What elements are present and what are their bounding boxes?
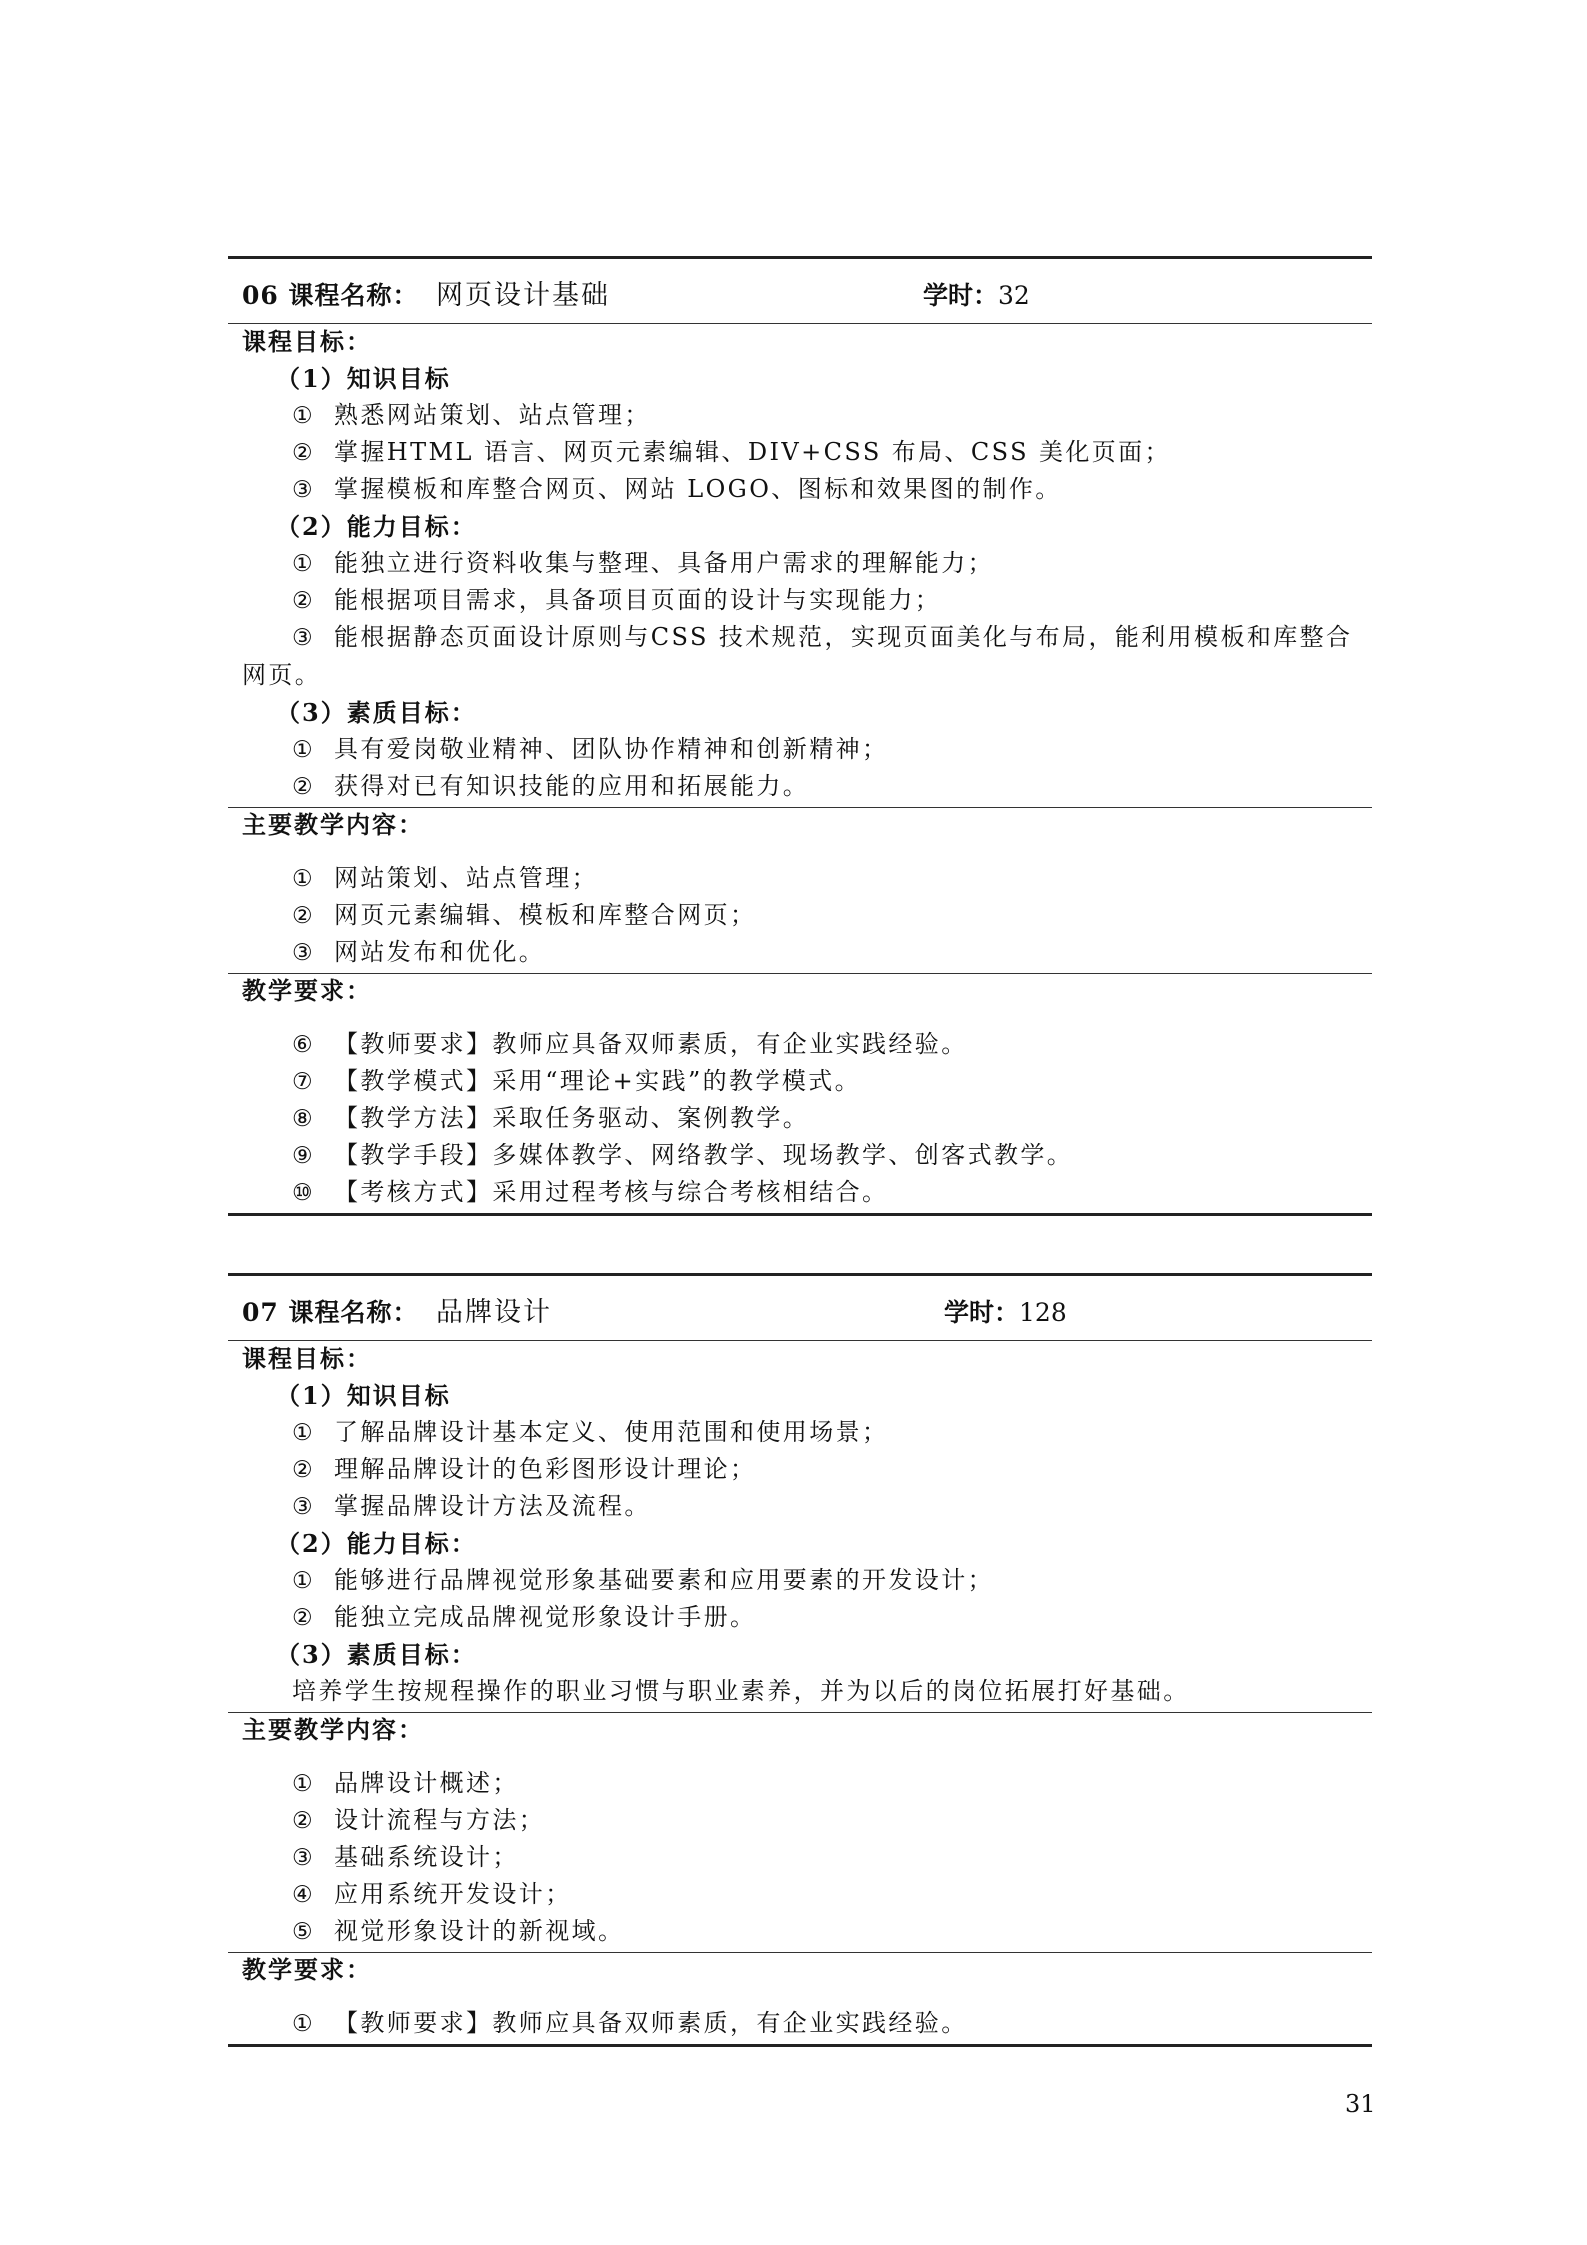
item-marker: ⑤ bbox=[292, 1919, 316, 1945]
list-item bbox=[228, 545, 1372, 582]
teaching-content-section bbox=[228, 1713, 1372, 1953]
item-text: 【教学方法】采取任务驱动、案例教学。 bbox=[334, 1104, 810, 1132]
item-marker: ⑥ bbox=[292, 1032, 316, 1058]
quality-goals-title: （3）素质目标： bbox=[276, 698, 477, 727]
list-item bbox=[228, 397, 1372, 434]
knowledge-goals-title: （1）知识目标 bbox=[276, 1381, 451, 1410]
list-item bbox=[228, 619, 1372, 694]
course-name: 品牌设计 bbox=[436, 1297, 552, 1328]
list-item bbox=[228, 1100, 1372, 1137]
list-item bbox=[228, 1174, 1372, 1211]
quality-goals-title: （3）素质目标： bbox=[276, 1640, 477, 1669]
item-text: 能根据静态页面设计原则与CSS 技术规范，实现页面美化与布局，能利用模板和库整合网页。 bbox=[242, 623, 1353, 689]
list-item bbox=[228, 934, 1372, 971]
item-text: 基础系统设计； bbox=[334, 1843, 519, 1871]
item-text: 能够进行品牌视觉形象基础要素和应用要素的开发设计； bbox=[334, 1566, 994, 1594]
quality-goal-text: 培养学生按规程操作的职业习惯与职业素养，并为以后的岗位拓展打好基础。 bbox=[292, 1677, 1190, 1705]
section-title: 课程目标： bbox=[242, 327, 372, 356]
item-text: 了解品牌设计基本定义、使用范围和使用场景； bbox=[334, 1418, 889, 1446]
item-text: 【教师要求】教师应具备双师素质，有企业实践经验。 bbox=[334, 2009, 968, 2037]
item-marker: ② bbox=[292, 440, 316, 466]
item-marker: ① bbox=[292, 551, 316, 577]
item-marker: ① bbox=[292, 866, 316, 892]
course-label: 07 课程名称： bbox=[242, 1298, 419, 1327]
item-marker: ① bbox=[292, 1771, 316, 1797]
item-text: 应用系统开发设计； bbox=[334, 1880, 572, 1908]
list-item bbox=[228, 1137, 1372, 1174]
teaching-requirements-section bbox=[228, 974, 1372, 1216]
course-header bbox=[228, 256, 1372, 324]
item-text: 掌握品牌设计方法及流程。 bbox=[334, 1492, 651, 1520]
item-marker: ③ bbox=[292, 940, 316, 966]
item-marker: ⑨ bbox=[292, 1143, 316, 1169]
item-text: 理解品牌设计的色彩图形设计理论； bbox=[334, 1455, 757, 1483]
hours-value: 128 bbox=[1019, 1298, 1067, 1327]
course-name: 网页设计基础 bbox=[436, 280, 610, 311]
item-text: 网站发布和优化。 bbox=[334, 938, 546, 966]
item-text: 能根据项目需求，具备项目页面的设计与实现能力； bbox=[334, 586, 942, 614]
list-item bbox=[228, 2005, 1372, 2042]
item-marker: ③ bbox=[292, 477, 316, 503]
hours-label: 学时： bbox=[923, 281, 999, 310]
course-goals-section bbox=[228, 1341, 1372, 1713]
course-header bbox=[228, 1273, 1372, 1341]
section-title: 主要教学内容： bbox=[242, 810, 424, 839]
item-marker: ① bbox=[292, 403, 316, 429]
item-marker: ④ bbox=[292, 1882, 316, 1908]
list-item bbox=[228, 1026, 1372, 1063]
section-title: 教学要求： bbox=[242, 1955, 372, 1984]
item-marker: ③ bbox=[292, 625, 316, 651]
item-marker: ① bbox=[292, 2011, 316, 2037]
list-item bbox=[228, 897, 1372, 934]
item-marker: ② bbox=[292, 1808, 316, 1834]
list-item bbox=[228, 860, 1372, 897]
item-marker: ② bbox=[292, 588, 316, 614]
list-item bbox=[228, 1414, 1372, 1451]
item-text: 网站策划、站点管理； bbox=[334, 864, 598, 892]
list-item bbox=[228, 1488, 1372, 1525]
knowledge-goals-title: （1）知识目标 bbox=[276, 364, 451, 393]
section-title: 教学要求： bbox=[242, 976, 372, 1005]
item-marker: ② bbox=[292, 1457, 316, 1483]
item-marker: ⑧ bbox=[292, 1106, 316, 1132]
course-block-06 bbox=[228, 256, 1372, 1216]
list-item bbox=[228, 434, 1372, 471]
item-text: 具有爱岗敬业精神、团队协作精神和创新精神； bbox=[334, 735, 889, 763]
teaching-requirements-section bbox=[228, 1953, 1372, 2047]
list-item bbox=[228, 1599, 1372, 1636]
hours-value: 32 bbox=[998, 281, 1030, 310]
list-item bbox=[228, 1913, 1372, 1950]
ability-goals-title: （2）能力目标： bbox=[276, 512, 477, 541]
item-text: 视觉形象设计的新视域。 bbox=[334, 1917, 625, 1945]
item-text: 品牌设计概述； bbox=[334, 1769, 519, 1797]
item-text: 【考核方式】采用过程考核与综合考核相结合。 bbox=[334, 1178, 889, 1206]
item-text: 网页元素编辑、模板和库整合网页； bbox=[334, 901, 757, 929]
list-item bbox=[228, 731, 1372, 768]
teaching-content-section bbox=[228, 808, 1372, 974]
item-marker: ① bbox=[292, 1568, 316, 1594]
item-marker: ⑦ bbox=[292, 1069, 316, 1095]
item-marker: ② bbox=[292, 774, 316, 800]
page-number: 31 bbox=[1345, 2090, 1376, 2118]
course-block-07 bbox=[228, 1273, 1372, 2047]
item-marker: ③ bbox=[292, 1845, 316, 1871]
course-goals-section bbox=[228, 324, 1372, 808]
list-item bbox=[228, 768, 1372, 805]
list-item bbox=[228, 1839, 1372, 1876]
item-marker: ② bbox=[292, 1605, 316, 1631]
list-item bbox=[228, 1562, 1372, 1599]
item-text: 【教学手段】多媒体教学、网络教学、现场教学、创客式教学。 bbox=[334, 1141, 1074, 1169]
list-item bbox=[228, 471, 1372, 508]
item-text: 设计流程与方法； bbox=[334, 1806, 546, 1834]
list-item bbox=[228, 1876, 1372, 1913]
item-text: 能独立进行资料收集与整理、具备用户需求的理解能力； bbox=[334, 549, 994, 577]
item-text: 【教学模式】采用“理论+实践”的教学模式。 bbox=[334, 1067, 862, 1095]
item-text: 掌握模板和库整合网页、网站 LOGO、图标和效果图的制作。 bbox=[334, 475, 1062, 503]
list-item bbox=[228, 1063, 1372, 1100]
course-hours bbox=[944, 1293, 1067, 1329]
course-label: 06 课程名称： bbox=[242, 281, 419, 310]
item-marker: ⑩ bbox=[292, 1180, 316, 1206]
item-marker: ③ bbox=[292, 1494, 316, 1520]
item-text: 【教师要求】教师应具备双师素质，有企业实践经验。 bbox=[334, 1030, 968, 1058]
item-marker: ① bbox=[292, 737, 316, 763]
list-item bbox=[228, 582, 1372, 619]
item-text: 能独立完成品牌视觉形象设计手册。 bbox=[334, 1603, 757, 1631]
hours-label: 学时： bbox=[944, 1298, 1020, 1327]
item-text: 掌握HTML 语言、网页元素编辑、DIV+CSS 布局、CSS 美化页面； bbox=[334, 438, 1171, 466]
item-text: 熟悉网站策划、站点管理； bbox=[334, 401, 651, 429]
course-hours bbox=[923, 276, 1030, 312]
list-item bbox=[228, 1802, 1372, 1839]
item-text: 获得对已有知识技能的应用和拓展能力。 bbox=[334, 772, 810, 800]
section-title: 主要教学内容： bbox=[242, 1715, 424, 1744]
section-title: 课程目标： bbox=[242, 1344, 372, 1373]
list-item bbox=[228, 1451, 1372, 1488]
item-marker: ① bbox=[292, 1420, 316, 1446]
list-item bbox=[228, 1765, 1372, 1802]
ability-goals-title: （2）能力目标： bbox=[276, 1529, 477, 1558]
item-marker: ② bbox=[292, 903, 316, 929]
